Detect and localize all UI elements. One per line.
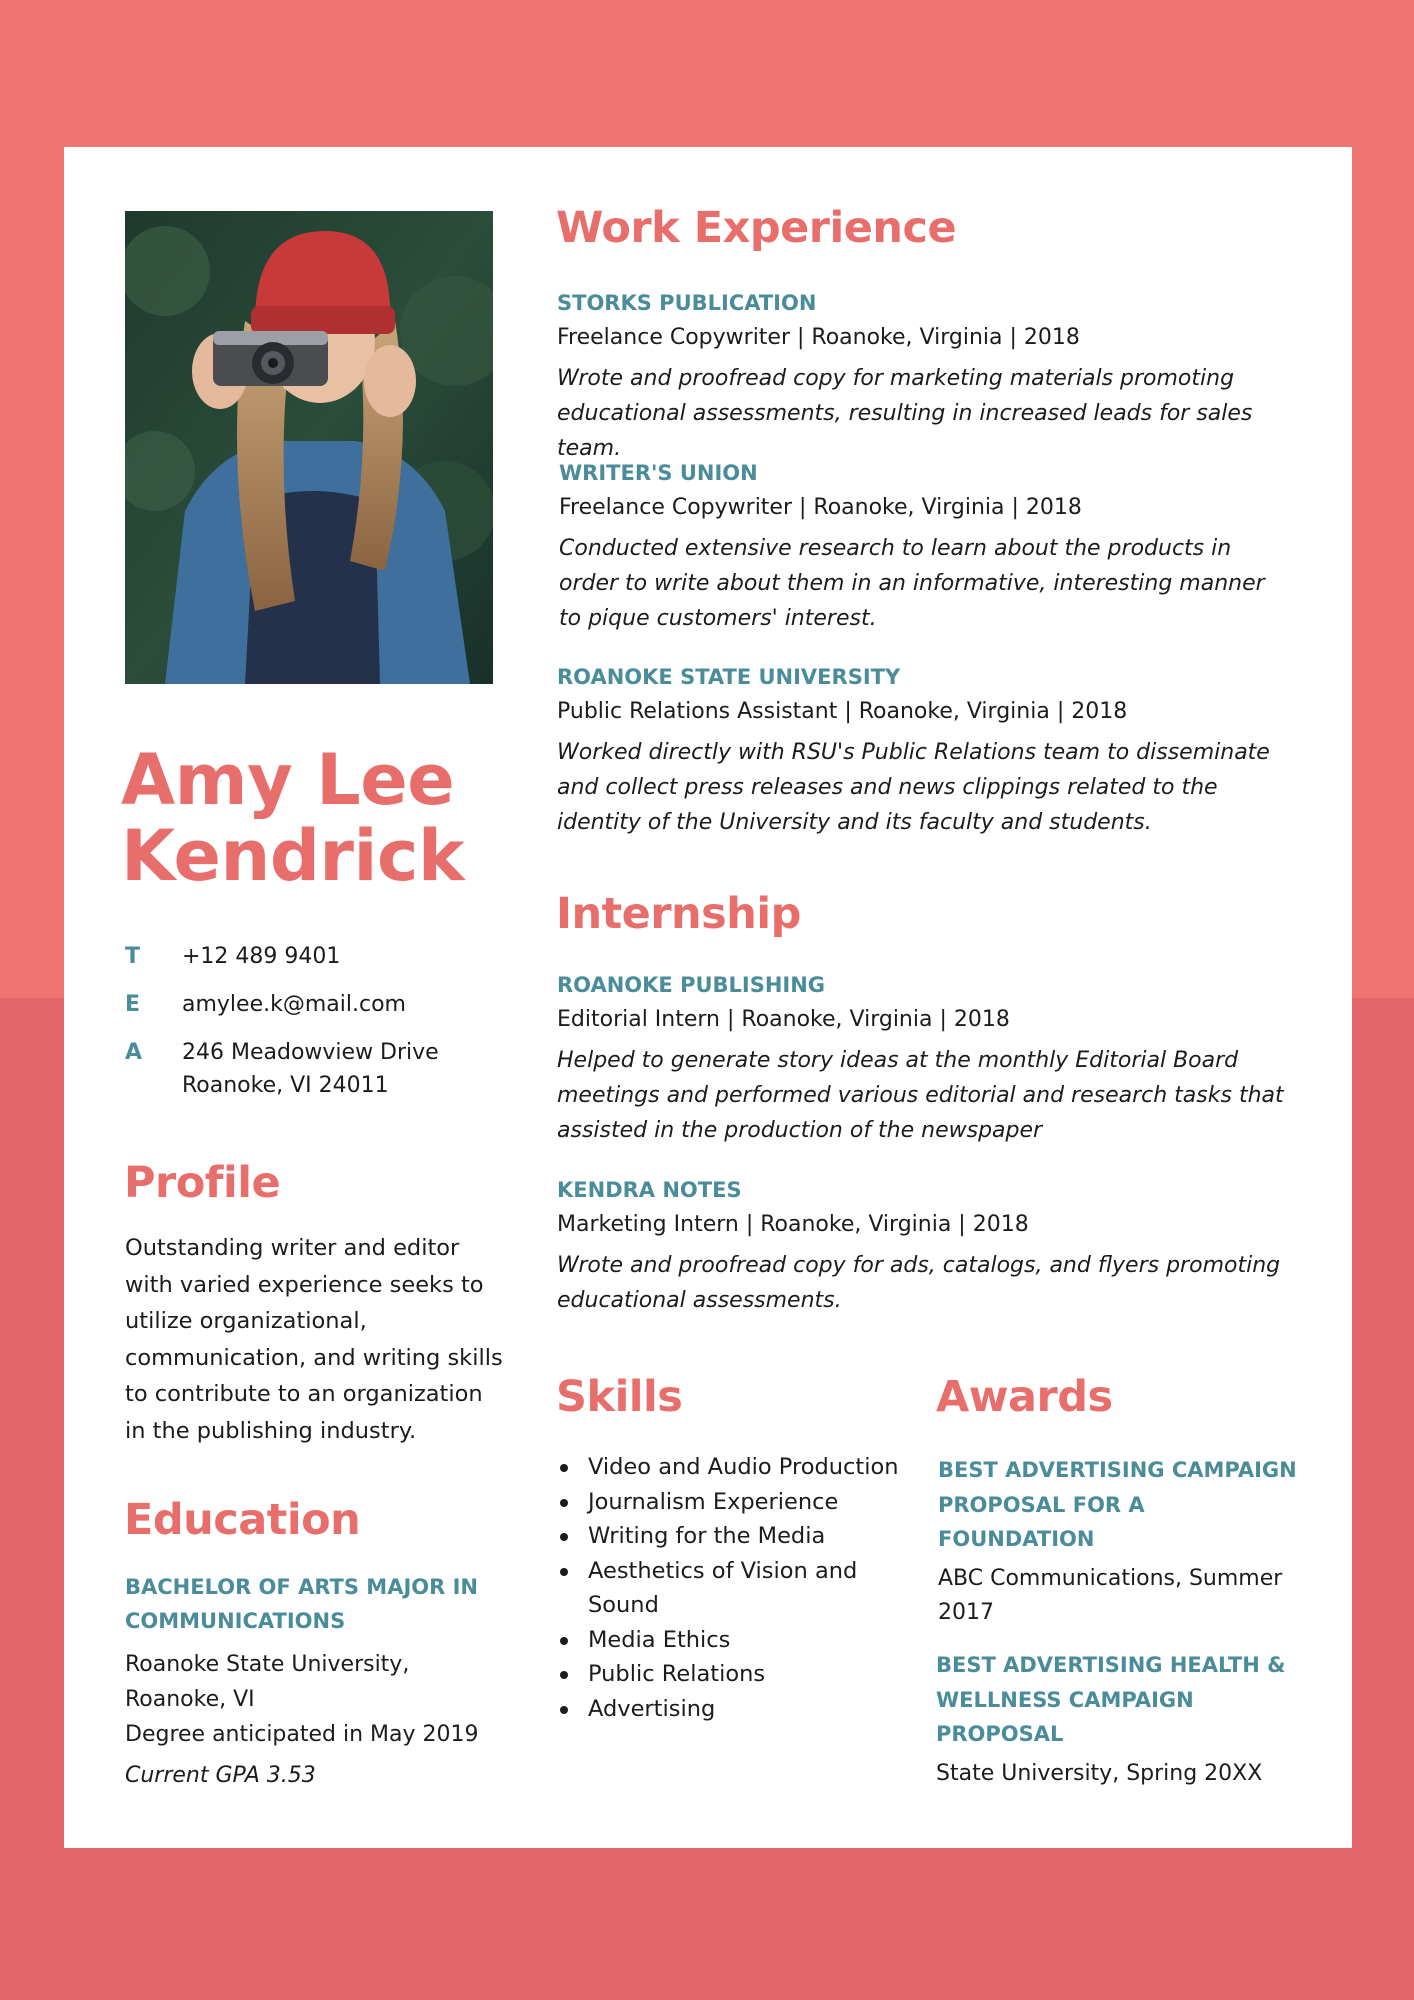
internship-entry bbox=[557, 1175, 1287, 1318]
skill-item: Advertising bbox=[557, 1692, 917, 1727]
skills-list bbox=[557, 1450, 917, 1726]
work-entry-org: WRITER'S UNION bbox=[559, 461, 758, 485]
work-entry bbox=[557, 662, 1287, 840]
work-entry-role: Freelance Copywriter | Roanoke, Virginia | 2018 bbox=[557, 325, 1080, 350]
work-entry-description: Conducted extensive research to learn about the products in order to write about them in an informative, interesting manner to pique customers' interest. bbox=[559, 536, 1265, 631]
work-entry-role: Freelance Copywriter | Roanoke, Virginia | 2018 bbox=[559, 495, 1082, 520]
award-title: BEST ADVERTISING CAMPAIGN PROPOSAL FOR A FOUNDATION bbox=[938, 1458, 1297, 1551]
skills-heading: Skills bbox=[556, 1372, 683, 1422]
internship-entry-org: KENDRA NOTES bbox=[557, 1178, 742, 1202]
contact-address bbox=[125, 1036, 515, 1102]
contact-list bbox=[125, 940, 515, 1117]
candidate-name: Amy Lee Kendrick bbox=[121, 739, 464, 897]
award-description: ABC Communications, Summer 2017 bbox=[938, 1565, 1283, 1625]
internship-entry-role: Marketing Intern | Roanoke, Virginia | 2018 bbox=[557, 1212, 1029, 1237]
profile-heading: Profile bbox=[124, 1158, 281, 1208]
contact-email-label: E bbox=[125, 992, 141, 1017]
work-entry-description: Worked directly with RSU's Public Relations team to disseminate and collect press releases and news clippings related to the identity of the University and its faculty and students. bbox=[557, 740, 1270, 835]
skill-item: Public Relations bbox=[557, 1657, 917, 1692]
work-entry bbox=[559, 458, 1289, 636]
skill-item: Journalism Experience bbox=[557, 1485, 917, 1520]
work-entry-org: STORKS PUBLICATION bbox=[557, 291, 817, 315]
contact-phone bbox=[125, 940, 515, 973]
contact-phone-label: T bbox=[125, 944, 141, 969]
internship-entry bbox=[557, 970, 1287, 1148]
work-entry-role: Public Relations Assistant | Roanoke, Virginia | 2018 bbox=[557, 699, 1128, 724]
education-anticipated: Degree anticipated in May 2019 bbox=[125, 1722, 479, 1747]
education-gpa: Current GPA 3.53 bbox=[125, 1763, 316, 1788]
internship-entry-description: Wrote and proofread copy for ads, catalogs, and flyers promoting educational assessments. bbox=[557, 1253, 1281, 1313]
education-details bbox=[125, 1647, 505, 1752]
contact-address-value: 246 Meadowview Drive Roanoke, VI 24011 bbox=[182, 1040, 439, 1098]
contact-phone-value: +12 489 9401 bbox=[182, 944, 341, 969]
award-entry bbox=[938, 1453, 1308, 1630]
work-entry-description: Wrote and proofread copy for marketing materials promoting educational assessments, resulting in increased leads for sales team. bbox=[557, 366, 1253, 461]
education-degree: BACHELOR OF ARTS MAJOR IN COMMUNICATIONS bbox=[125, 1575, 478, 1633]
skill-item: Writing for the Media bbox=[557, 1519, 917, 1554]
contact-address-label: A bbox=[125, 1040, 143, 1065]
contact-email bbox=[125, 988, 515, 1021]
internship-entry-role: Editorial Intern | Roanoke, Virginia | 2018 bbox=[557, 1007, 1010, 1032]
skill-item: Media Ethics bbox=[557, 1623, 917, 1658]
work-entry-org: ROANOKE STATE UNIVERSITY bbox=[557, 665, 901, 689]
contact-email-value: amylee.k@mail.com bbox=[182, 992, 406, 1017]
skill-item: Aesthetics of Vision and Sound bbox=[557, 1554, 917, 1623]
education-heading: Education bbox=[124, 1495, 361, 1545]
award-description: State University, Spring 20XX bbox=[936, 1760, 1263, 1786]
awards-heading: Awards bbox=[936, 1372, 1113, 1422]
internship-heading: Internship bbox=[556, 889, 801, 939]
skill-item: Video and Audio Production bbox=[557, 1450, 917, 1485]
award-title: BEST ADVERTISING HEALTH & WELLNESS CAMPAIGN PROPOSAL bbox=[936, 1653, 1286, 1746]
education-school: Roanoke State University, Roanoke, VI bbox=[125, 1652, 410, 1712]
profile-text: Outstanding writer and editor with varied experience seeks to utilize organizational, communication, and writing skills to contribute to an organization in the publishing industry. bbox=[125, 1235, 503, 1444]
work-heading: Work Experience bbox=[556, 203, 957, 253]
internship-entry-description: Helped to generate story ideas at the monthly Editorial Board meetings and performed various editorial and research tasks that assisted in the production of the newspaper bbox=[557, 1048, 1284, 1143]
award-entry bbox=[936, 1648, 1306, 1791]
internship-entry-org: ROANOKE PUBLISHING bbox=[557, 973, 826, 997]
profile-photo bbox=[125, 211, 493, 684]
work-entry bbox=[557, 288, 1287, 466]
